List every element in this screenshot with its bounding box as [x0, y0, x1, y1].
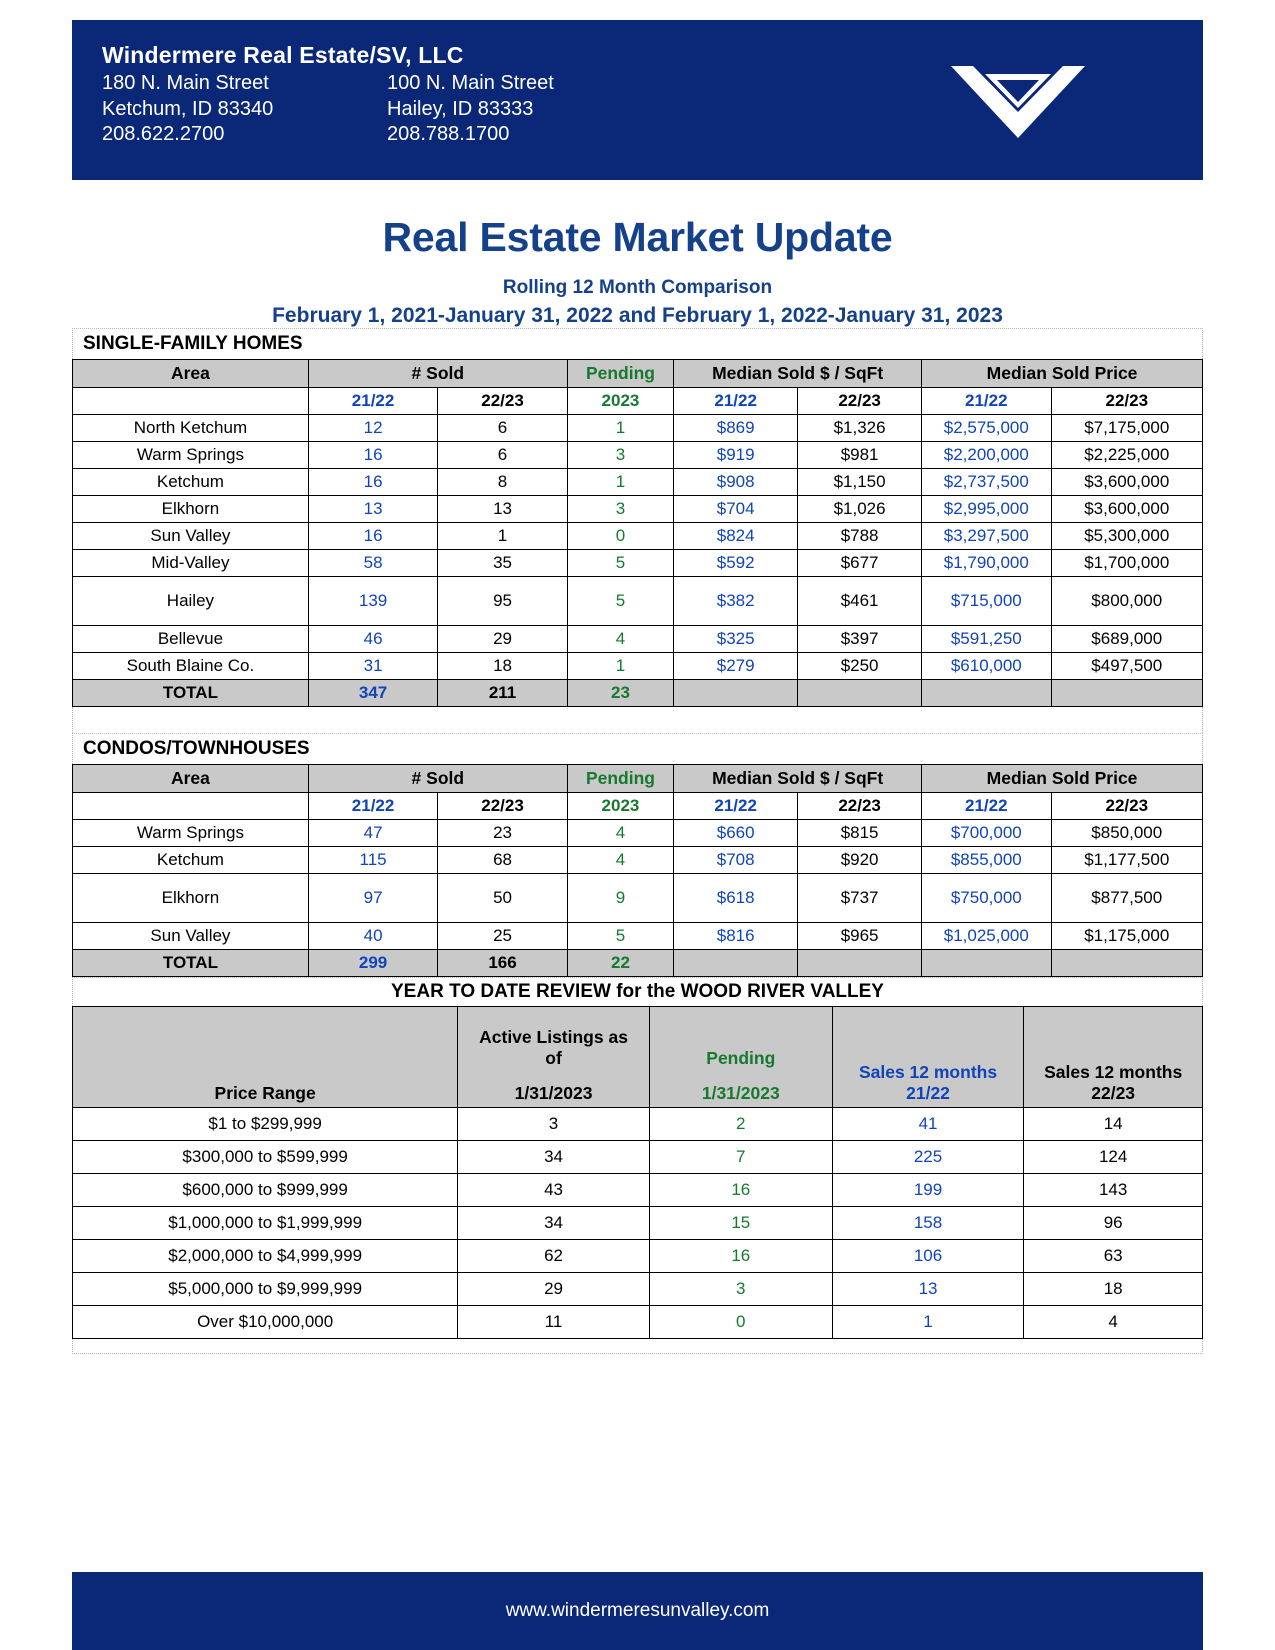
page-title: Real Estate Market Update: [382, 214, 893, 260]
ytd-col-active-listings: [458, 1007, 650, 1108]
row-sqft-2122: $382: [674, 577, 798, 626]
row-sold-2122: 97: [308, 874, 437, 923]
row-price-2122: $2,737,500: [922, 469, 1051, 496]
total-label: TOTAL: [73, 950, 309, 977]
table-row: [73, 1273, 1203, 1306]
row-sqft-2122: $869: [674, 415, 798, 442]
ytd-row-sales-2223: 4: [1024, 1306, 1203, 1339]
ytd-active-date: 1/31/2023: [514, 1083, 593, 1103]
ytd-row-sales-2223: 63: [1024, 1240, 1203, 1273]
total-empty-4: [1051, 950, 1202, 977]
row-pending: 3: [567, 442, 673, 469]
ytd-col-price-range: Price Range: [73, 1007, 458, 1108]
ytd-section-title: YEAR TO DATE REVIEW for the WOOD RIVER VALLEY: [72, 977, 1203, 1006]
total-empty-4: [1051, 680, 1202, 707]
col-sold: # Sold: [308, 360, 567, 388]
total-sold-2223: 166: [438, 950, 567, 977]
ytd-row-range: $2,000,000 to $4,999,999: [73, 1240, 458, 1273]
table-row: [73, 653, 1203, 680]
total-empty-2: [798, 950, 922, 977]
sub-blank: [73, 793, 309, 820]
row-area: Sun Valley: [73, 923, 309, 950]
office-hailey: [387, 71, 554, 148]
row-price-2223: $3,600,000: [1051, 496, 1202, 523]
ytd-row-pending: 15: [649, 1207, 832, 1240]
row-price-2223: $877,500: [1051, 874, 1202, 923]
row-pending: 5: [567, 577, 673, 626]
row-pending: 4: [567, 626, 673, 653]
sub-price-2122: 21/22: [922, 388, 1051, 415]
table-row: [73, 874, 1203, 923]
ytd-row-pending: 0: [649, 1306, 832, 1339]
ytd-row-sales-2122: 158: [832, 1207, 1024, 1240]
table-total-row: [73, 950, 1203, 977]
website-link[interactable]: www.windermeresunvalley.com: [505, 1600, 770, 1621]
ytd-row-pending: 2: [649, 1108, 832, 1141]
row-price-2223: $689,000: [1051, 626, 1202, 653]
ytd-row-active: 29: [458, 1273, 650, 1306]
row-sqft-2223: $1,026: [798, 496, 922, 523]
office2-street: 100 N. Main Street: [387, 72, 554, 94]
table-row: [73, 1174, 1203, 1207]
row-price-2223: $3,600,000: [1051, 469, 1202, 496]
col-median-price: Median Sold Price: [922, 765, 1203, 793]
row-price-2223: $800,000: [1051, 577, 1202, 626]
sub-pending-2023: 2023: [567, 793, 673, 820]
row-sqft-2122: $908: [674, 469, 798, 496]
table-row: [73, 847, 1203, 874]
row-price-2223: $850,000: [1051, 820, 1202, 847]
col-median-sqft: Median Sold $ / SqFt: [674, 765, 922, 793]
total-empty-3: [922, 950, 1051, 977]
row-pending: 5: [567, 923, 673, 950]
row-sold-2122: 16: [308, 523, 437, 550]
sub-blank: [73, 388, 309, 415]
table-row: [73, 415, 1203, 442]
row-price-2122: $610,000: [922, 653, 1051, 680]
row-price-2223: $7,175,000: [1051, 415, 1202, 442]
ytd-header-row: [73, 1007, 1203, 1108]
table-row: [73, 1108, 1203, 1141]
ytd-row-sales-2122: 106: [832, 1240, 1024, 1273]
document-footer: [72, 1572, 1203, 1650]
page-date-range: February 1, 2021-January 31, 2022 and February 1, 2022-January 31, 2023: [272, 304, 1003, 327]
sub-price-2122: 21/22: [922, 793, 1051, 820]
ytd-row-active: 34: [458, 1141, 650, 1174]
table-row: [73, 626, 1203, 653]
row-sqft-2223: $737: [798, 874, 922, 923]
row-price-2223: $5,300,000: [1051, 523, 1202, 550]
document-header: [72, 20, 1203, 180]
windermere-w-logo-icon: [943, 60, 1093, 138]
row-sold-2223: 29: [438, 626, 567, 653]
table-row: [73, 577, 1203, 626]
row-sqft-2223: $677: [798, 550, 922, 577]
row-sold-2122: 46: [308, 626, 437, 653]
ytd-row-sales-2223: 14: [1024, 1108, 1203, 1141]
ytd-row-sales-2223: 18: [1024, 1273, 1203, 1306]
row-sqft-2223: $981: [798, 442, 922, 469]
row-price-2223: $2,225,000: [1051, 442, 1202, 469]
ytd-table: [72, 1006, 1203, 1339]
col-area: Area: [73, 360, 309, 388]
row-price-2122: $1,790,000: [922, 550, 1051, 577]
row-sqft-2223: $250: [798, 653, 922, 680]
row-sold-2223: 13: [438, 496, 567, 523]
sub-sold-2122: 21/22: [308, 388, 437, 415]
row-price-2223: $1,700,000: [1051, 550, 1202, 577]
sub-sqft-2122: 21/22: [674, 793, 798, 820]
row-area: Hailey: [73, 577, 309, 626]
table-group-header-row: [73, 765, 1203, 793]
row-sold-2122: 58: [308, 550, 437, 577]
condos-table: [72, 764, 1203, 977]
ytd-row-sales-2122: 199: [832, 1174, 1024, 1207]
ytd-col-sales-2122: [832, 1007, 1024, 1108]
section-single-family-label: SINGLE-FAMILY HOMES: [72, 328, 1203, 359]
table-row: [73, 496, 1203, 523]
section-condos-label: CONDOS/TOWNHOUSES: [72, 733, 1203, 764]
row-sqft-2223: $920: [798, 847, 922, 874]
row-pending: 5: [567, 550, 673, 577]
row-sqft-2223: $397: [798, 626, 922, 653]
total-sold-2122: 347: [308, 680, 437, 707]
col-area: Area: [73, 765, 309, 793]
ytd-row-pending: 7: [649, 1141, 832, 1174]
company-name: Windermere Real Estate/SV, LLC: [102, 42, 464, 68]
row-price-2122: $3,297,500: [922, 523, 1051, 550]
row-sold-2122: 40: [308, 923, 437, 950]
ytd-row-range: $5,000,000 to $9,999,999: [73, 1273, 458, 1306]
row-sold-2223: 25: [438, 923, 567, 950]
row-area: Mid-Valley: [73, 550, 309, 577]
ytd-row-active: 11: [458, 1306, 650, 1339]
ytd-sales2223-line2: 22/23: [1091, 1083, 1136, 1103]
office2-phone: 208.788.1700: [387, 123, 510, 146]
single-family-table: [72, 359, 1203, 707]
table-row: [73, 442, 1203, 469]
ytd-row-range: Over $10,000,000: [73, 1306, 458, 1339]
total-pending: 23: [567, 680, 673, 707]
row-price-2122: $750,000: [922, 874, 1051, 923]
row-price-2122: $2,200,000: [922, 442, 1051, 469]
sub-sold-2122: 21/22: [308, 793, 437, 820]
table-total-row: [73, 680, 1203, 707]
table-sub-header-row: [73, 793, 1203, 820]
ytd-row-pending: 16: [649, 1174, 832, 1207]
sub-price-2223: 22/23: [1051, 793, 1202, 820]
table-sub-header-row: [73, 388, 1203, 415]
sub-sqft-2122: 21/22: [674, 388, 798, 415]
row-sold-2223: 6: [438, 415, 567, 442]
sub-sold-2223: 22/23: [438, 388, 567, 415]
ytd-sales2122-line2: 21/22: [906, 1083, 950, 1103]
total-empty-2: [798, 680, 922, 707]
col-pending: Pending: [567, 360, 673, 388]
row-sold-2122: 16: [308, 442, 437, 469]
row-sqft-2122: $592: [674, 550, 798, 577]
total-pending: 22: [567, 950, 673, 977]
row-sold-2122: 31: [308, 653, 437, 680]
office2-city: Hailey, ID 83333: [387, 97, 534, 120]
row-sold-2223: 18: [438, 653, 567, 680]
row-sold-2223: 35: [438, 550, 567, 577]
row-price-2122: $1,025,000: [922, 923, 1051, 950]
row-sqft-2223: $1,326: [798, 415, 922, 442]
table-row: [73, 1141, 1203, 1174]
row-area: Bellevue: [73, 626, 309, 653]
sub-pending-2023: 2023: [567, 388, 673, 415]
row-area: Ketchum: [73, 847, 309, 874]
ytd-row-range: $300,000 to $599,999: [73, 1141, 458, 1174]
ytd-sales2223-line1: Sales 12 months: [1044, 1062, 1183, 1082]
page-subtitle: Rolling 12 Month Comparison: [502, 277, 773, 298]
table-row: [73, 1306, 1203, 1339]
office-ketchum: [102, 71, 387, 148]
office1-city: Ketchum, ID 83340: [102, 97, 274, 120]
ytd-pending-label: Pending: [706, 1048, 776, 1068]
table-row: [73, 923, 1203, 950]
row-sqft-2122: $708: [674, 847, 798, 874]
row-price-2122: $591,250: [922, 626, 1051, 653]
row-sold-2122: 47: [308, 820, 437, 847]
col-sold: # Sold: [308, 765, 567, 793]
row-sqft-2122: $816: [674, 923, 798, 950]
ytd-row-active: 62: [458, 1240, 650, 1273]
ytd-row-active: 34: [458, 1207, 650, 1240]
row-sold-2122: 139: [308, 577, 437, 626]
total-sold-2122: 299: [308, 950, 437, 977]
table-bottom-strip: [72, 1339, 1203, 1354]
row-area: North Ketchum: [73, 415, 309, 442]
total-sold-2223: 211: [438, 680, 567, 707]
row-price-2122: $2,575,000: [922, 415, 1051, 442]
row-area: South Blaine Co.: [73, 653, 309, 680]
row-area: Elkhorn: [73, 874, 309, 923]
row-sold-2223: 68: [438, 847, 567, 874]
ytd-row-pending: 3: [649, 1273, 832, 1306]
ytd-row-pending: 16: [649, 1240, 832, 1273]
row-pending: 3: [567, 496, 673, 523]
ytd-col-pending: [649, 1007, 832, 1108]
row-sqft-2223: $815: [798, 820, 922, 847]
total-empty-1: [674, 680, 798, 707]
section-gap: [72, 707, 1203, 733]
ytd-pending-date: 1/31/2023: [701, 1083, 780, 1103]
ytd-row-range: $600,000 to $999,999: [73, 1174, 458, 1207]
row-pending: 9: [567, 874, 673, 923]
row-sqft-2223: $461: [798, 577, 922, 626]
ytd-row-active: 3: [458, 1108, 650, 1141]
ytd-row-active: 43: [458, 1174, 650, 1207]
row-sold-2223: 1: [438, 523, 567, 550]
col-median-sqft: Median Sold $ / SqFt: [674, 360, 922, 388]
total-label: TOTAL: [73, 680, 309, 707]
col-median-price: Median Sold Price: [922, 360, 1203, 388]
row-sold-2223: 50: [438, 874, 567, 923]
row-sqft-2223: $788: [798, 523, 922, 550]
row-price-2223: $1,175,000: [1051, 923, 1202, 950]
row-area: Sun Valley: [73, 523, 309, 550]
row-sold-2122: 12: [308, 415, 437, 442]
row-price-2122: $700,000: [922, 820, 1051, 847]
row-area: Warm Springs: [73, 442, 309, 469]
row-price-2122: $2,995,000: [922, 496, 1051, 523]
table-row: [73, 550, 1203, 577]
ytd-row-sales-2122: 225: [832, 1141, 1024, 1174]
ytd-row-range: $1,000,000 to $1,999,999: [73, 1207, 458, 1240]
ytd-active-line1: Active Listings as: [479, 1027, 628, 1047]
row-sold-2223: 23: [438, 820, 567, 847]
row-price-2122: $715,000: [922, 577, 1051, 626]
ytd-row-sales-2122: 41: [832, 1108, 1024, 1141]
row-sqft-2223: $965: [798, 923, 922, 950]
row-sold-2223: 6: [438, 442, 567, 469]
table-row: [73, 469, 1203, 496]
row-sqft-2122: $704: [674, 496, 798, 523]
ytd-row-sales-2223: 143: [1024, 1174, 1203, 1207]
table-row: [73, 1240, 1203, 1273]
row-price-2122: $855,000: [922, 847, 1051, 874]
table-row: [73, 523, 1203, 550]
row-sold-2122: 115: [308, 847, 437, 874]
table-row: [73, 820, 1203, 847]
row-area: Elkhorn: [73, 496, 309, 523]
row-sqft-2122: $660: [674, 820, 798, 847]
row-sold-2223: 95: [438, 577, 567, 626]
office1-phone: 208.622.2700: [102, 123, 225, 146]
row-pending: 1: [567, 653, 673, 680]
row-pending: 1: [567, 469, 673, 496]
row-sold-2122: 16: [308, 469, 437, 496]
row-sqft-2122: $618: [674, 874, 798, 923]
total-empty-1: [674, 950, 798, 977]
table-group-header-row: [73, 360, 1203, 388]
row-sqft-2122: $279: [674, 653, 798, 680]
row-area: Warm Springs: [73, 820, 309, 847]
row-pending: 4: [567, 820, 673, 847]
row-sqft-2122: $824: [674, 523, 798, 550]
row-price-2223: $497,500: [1051, 653, 1202, 680]
row-sold-2122: 13: [308, 496, 437, 523]
row-price-2223: $1,177,500: [1051, 847, 1202, 874]
row-pending: 0: [567, 523, 673, 550]
row-sqft-2122: $325: [674, 626, 798, 653]
col-pending: Pending: [567, 765, 673, 793]
ytd-row-sales-2122: 1: [832, 1306, 1024, 1339]
ytd-row-sales-2223: 124: [1024, 1141, 1203, 1174]
ytd-row-sales-2122: 13: [832, 1273, 1024, 1306]
ytd-row-range: $1 to $299,999: [73, 1108, 458, 1141]
sub-sqft-2223: 22/23: [798, 388, 922, 415]
row-sold-2223: 8: [438, 469, 567, 496]
sub-sold-2223: 22/23: [438, 793, 567, 820]
total-empty-3: [922, 680, 1051, 707]
table-row: [73, 1207, 1203, 1240]
ytd-col-sales-2223: [1024, 1007, 1203, 1108]
row-pending: 1: [567, 415, 673, 442]
ytd-sales2122-line1: Sales 12 months: [858, 1062, 998, 1082]
row-sqft-2223: $1,150: [798, 469, 922, 496]
row-pending: 4: [567, 847, 673, 874]
sub-price-2223: 22/23: [1051, 388, 1202, 415]
row-sqft-2122: $919: [674, 442, 798, 469]
row-area: Ketchum: [73, 469, 309, 496]
ytd-active-line2: of: [545, 1048, 562, 1068]
sub-sqft-2223: 22/23: [798, 793, 922, 820]
office1-street: 180 N. Main Street: [102, 72, 269, 94]
ytd-row-sales-2223: 96: [1024, 1207, 1203, 1240]
